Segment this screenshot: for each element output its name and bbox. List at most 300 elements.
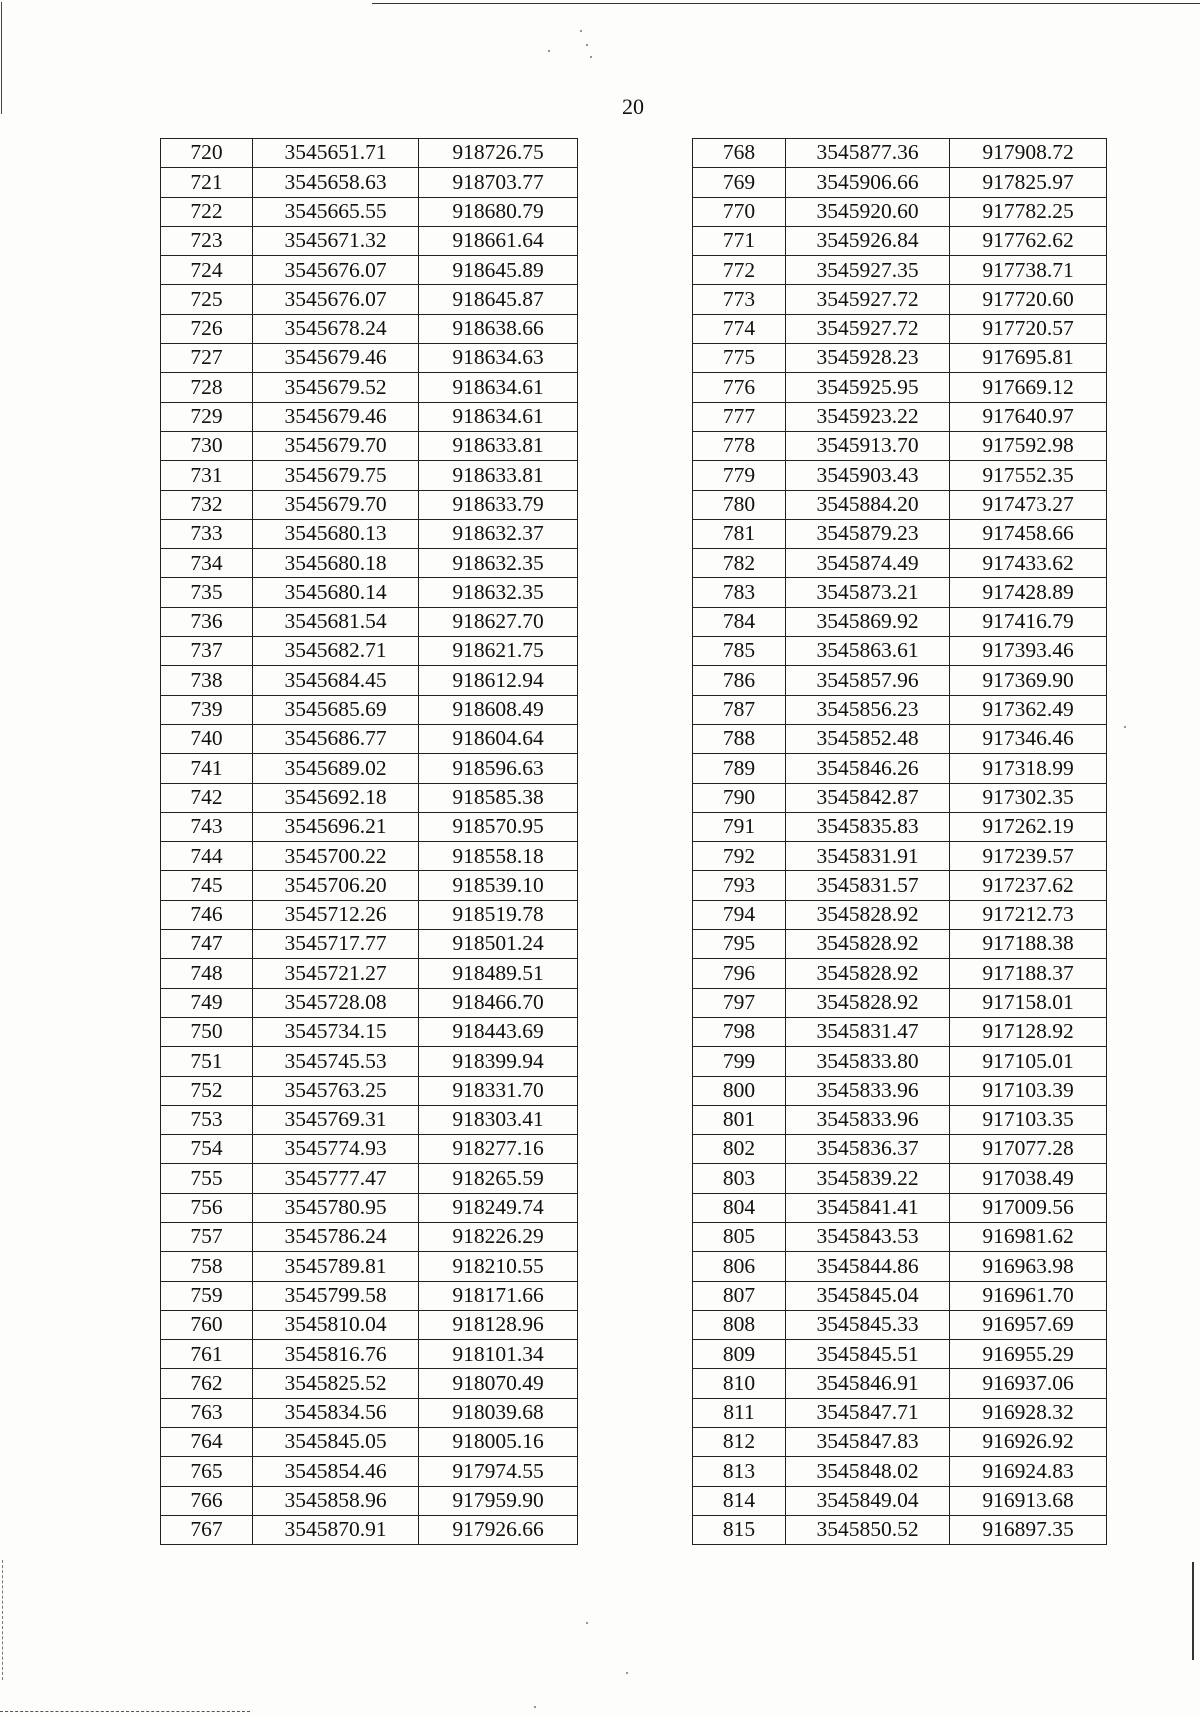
point-number-cell: 754 (161, 1135, 253, 1164)
y-coordinate-cell: 917433.62 (950, 549, 1107, 578)
scan-speck (548, 50, 550, 52)
x-coordinate-cell: 3545679.46 (253, 402, 419, 431)
y-coordinate-cell: 917428.89 (950, 578, 1107, 607)
y-coordinate-cell: 918501.24 (419, 930, 578, 959)
table-row (161, 754, 578, 783)
x-coordinate-cell: 3545828.92 (786, 900, 950, 929)
table-row (693, 1222, 1107, 1251)
table-row (693, 988, 1107, 1017)
y-coordinate-cell: 918604.64 (419, 724, 578, 753)
table-row (161, 197, 578, 226)
point-number-cell: 801 (693, 1105, 786, 1134)
table-row (693, 666, 1107, 695)
point-number-cell: 797 (693, 988, 786, 1017)
table-row (161, 1515, 578, 1544)
x-coordinate-cell: 3545854.46 (253, 1457, 419, 1486)
x-coordinate-cell: 3545879.23 (786, 519, 950, 548)
y-coordinate-cell: 917720.57 (950, 314, 1107, 343)
table-row (161, 344, 578, 373)
table-body (161, 139, 578, 1545)
table-row (161, 549, 578, 578)
table-row (161, 871, 578, 900)
y-coordinate-cell: 918443.69 (419, 1017, 578, 1046)
point-number-cell: 721 (161, 168, 253, 197)
x-coordinate-cell: 3545846.26 (786, 754, 950, 783)
y-coordinate-cell: 918596.63 (419, 754, 578, 783)
x-coordinate-cell: 3545828.92 (786, 930, 950, 959)
y-coordinate-cell: 916957.69 (950, 1310, 1107, 1339)
y-coordinate-cell: 918303.41 (419, 1105, 578, 1134)
table-row (161, 1252, 578, 1281)
x-coordinate-cell: 3545685.69 (253, 695, 419, 724)
x-coordinate-cell: 3545774.93 (253, 1135, 419, 1164)
x-coordinate-cell: 3545689.02 (253, 754, 419, 783)
y-coordinate-cell: 918634.61 (419, 373, 578, 402)
y-coordinate-cell: 917959.90 (419, 1486, 578, 1515)
x-coordinate-cell: 3545831.57 (786, 871, 950, 900)
table-row (161, 139, 578, 168)
y-coordinate-cell: 917077.28 (950, 1135, 1107, 1164)
table-row (161, 431, 578, 460)
table-row (693, 1135, 1107, 1164)
table-row (161, 256, 578, 285)
y-coordinate-cell: 918645.87 (419, 285, 578, 314)
scan-speck (580, 30, 582, 32)
point-number-cell: 747 (161, 930, 253, 959)
table-row (161, 1281, 578, 1310)
table-row (161, 1047, 578, 1076)
point-number-cell: 743 (161, 812, 253, 841)
scan-edge-left (1, 2, 2, 114)
y-coordinate-cell: 917640.97 (950, 402, 1107, 431)
point-number-cell: 760 (161, 1310, 253, 1339)
x-coordinate-cell: 3545845.33 (786, 1310, 950, 1339)
point-number-cell: 784 (693, 607, 786, 636)
x-coordinate-cell: 3545844.86 (786, 1252, 950, 1281)
table-row (693, 549, 1107, 578)
x-coordinate-cell: 3545717.77 (253, 930, 419, 959)
y-coordinate-cell: 918621.75 (419, 637, 578, 666)
x-coordinate-cell: 3545903.43 (786, 461, 950, 490)
point-number-cell: 815 (693, 1515, 786, 1544)
point-number-cell: 780 (693, 490, 786, 519)
y-coordinate-cell: 918277.16 (419, 1135, 578, 1164)
y-coordinate-cell: 917974.55 (419, 1457, 578, 1486)
point-number-cell: 755 (161, 1164, 253, 1193)
y-coordinate-cell: 918680.79 (419, 197, 578, 226)
point-number-cell: 804 (693, 1193, 786, 1222)
x-coordinate-cell: 3545763.25 (253, 1076, 419, 1105)
x-coordinate-cell: 3545828.92 (786, 988, 950, 1017)
x-coordinate-cell: 3545857.96 (786, 666, 950, 695)
point-number-cell: 733 (161, 519, 253, 548)
y-coordinate-cell: 917237.62 (950, 871, 1107, 900)
x-coordinate-cell: 3545825.52 (253, 1369, 419, 1398)
x-coordinate-cell: 3545679.70 (253, 431, 419, 460)
x-coordinate-cell: 3545769.31 (253, 1105, 419, 1134)
table-row (693, 1281, 1107, 1310)
y-coordinate-cell: 917302.35 (950, 783, 1107, 812)
point-number-cell: 762 (161, 1369, 253, 1398)
y-coordinate-cell: 917908.72 (950, 139, 1107, 168)
point-number-cell: 771 (693, 226, 786, 255)
table-row (693, 578, 1107, 607)
table-row (693, 754, 1107, 783)
y-coordinate-cell: 917188.37 (950, 959, 1107, 988)
y-coordinate-cell: 918645.89 (419, 256, 578, 285)
y-coordinate-cell: 918638.66 (419, 314, 578, 343)
point-number-cell: 813 (693, 1457, 786, 1486)
table-body (693, 139, 1107, 1545)
y-coordinate-cell: 918703.77 (419, 168, 578, 197)
point-number-cell: 765 (161, 1457, 253, 1486)
table-row (693, 695, 1107, 724)
table-row (161, 607, 578, 636)
point-number-cell: 723 (161, 226, 253, 255)
table-row (161, 1105, 578, 1134)
y-coordinate-cell: 916981.62 (950, 1222, 1107, 1251)
table-row (161, 285, 578, 314)
point-number-cell: 740 (161, 724, 253, 753)
x-coordinate-cell: 3545786.24 (253, 1222, 419, 1251)
x-coordinate-cell: 3545696.21 (253, 812, 419, 841)
table-row (161, 314, 578, 343)
y-coordinate-cell: 918570.95 (419, 812, 578, 841)
x-coordinate-cell: 3545835.83 (786, 812, 950, 841)
x-coordinate-cell: 3545925.95 (786, 373, 950, 402)
table-row (693, 900, 1107, 929)
point-number-cell: 786 (693, 666, 786, 695)
table-row (693, 256, 1107, 285)
point-number-cell: 748 (161, 959, 253, 988)
point-number-cell: 787 (693, 695, 786, 724)
y-coordinate-cell: 918633.81 (419, 461, 578, 490)
point-number-cell: 795 (693, 930, 786, 959)
table-row (693, 1457, 1107, 1486)
x-coordinate-cell: 3545852.48 (786, 724, 950, 753)
table-row (161, 1340, 578, 1369)
table-row (693, 724, 1107, 753)
x-coordinate-cell: 3545927.72 (786, 314, 950, 343)
y-coordinate-cell: 918331.70 (419, 1076, 578, 1105)
y-coordinate-cell: 918265.59 (419, 1164, 578, 1193)
table-row (693, 812, 1107, 841)
y-coordinate-cell: 917128.92 (950, 1017, 1107, 1046)
x-coordinate-cell: 3545676.07 (253, 285, 419, 314)
point-number-cell: 764 (161, 1428, 253, 1457)
x-coordinate-cell: 3545682.71 (253, 637, 419, 666)
point-number-cell: 753 (161, 1105, 253, 1134)
table-row (693, 930, 1107, 959)
point-number-cell: 727 (161, 344, 253, 373)
table-row (693, 607, 1107, 636)
table-row (693, 1340, 1107, 1369)
point-number-cell: 759 (161, 1281, 253, 1310)
scan-speck (626, 1672, 628, 1674)
x-coordinate-cell: 3545679.52 (253, 373, 419, 402)
y-coordinate-cell: 918608.49 (419, 695, 578, 724)
table-row (161, 1457, 578, 1486)
x-coordinate-cell: 3545858.96 (253, 1486, 419, 1515)
y-coordinate-cell: 916924.83 (950, 1457, 1107, 1486)
table-row (693, 373, 1107, 402)
table-row (693, 1047, 1107, 1076)
table-row (693, 431, 1107, 460)
point-number-cell: 731 (161, 461, 253, 490)
x-coordinate-cell: 3545846.91 (786, 1369, 950, 1398)
y-coordinate-cell: 917105.01 (950, 1047, 1107, 1076)
x-coordinate-cell: 3545816.76 (253, 1340, 419, 1369)
point-number-cell: 744 (161, 842, 253, 871)
y-coordinate-cell: 917009.56 (950, 1193, 1107, 1222)
point-number-cell: 736 (161, 607, 253, 636)
point-number-cell: 737 (161, 637, 253, 666)
table-row (693, 783, 1107, 812)
table-row (161, 900, 578, 929)
point-number-cell: 806 (693, 1252, 786, 1281)
x-coordinate-cell: 3545877.36 (786, 139, 950, 168)
point-number-cell: 775 (693, 344, 786, 373)
point-number-cell: 809 (693, 1340, 786, 1369)
point-number-cell: 788 (693, 724, 786, 753)
y-coordinate-cell: 917369.90 (950, 666, 1107, 695)
y-coordinate-cell: 918726.75 (419, 139, 578, 168)
coordinate-table-left (160, 138, 578, 1545)
table-row (161, 402, 578, 431)
y-coordinate-cell: 918070.49 (419, 1369, 578, 1398)
x-coordinate-cell: 3545845.05 (253, 1428, 419, 1457)
x-coordinate-cell: 3545671.32 (253, 226, 419, 255)
point-number-cell: 800 (693, 1076, 786, 1105)
table-row (161, 988, 578, 1017)
point-number-cell: 720 (161, 139, 253, 168)
table-row (693, 1193, 1107, 1222)
point-number-cell: 745 (161, 871, 253, 900)
x-coordinate-cell: 3545873.21 (786, 578, 950, 607)
y-coordinate-cell: 918633.79 (419, 490, 578, 519)
x-coordinate-cell: 3545700.22 (253, 842, 419, 871)
point-number-cell: 751 (161, 1047, 253, 1076)
point-number-cell: 756 (161, 1193, 253, 1222)
y-coordinate-cell: 918539.10 (419, 871, 578, 900)
x-coordinate-cell: 3545849.04 (786, 1486, 950, 1515)
y-coordinate-cell: 918632.35 (419, 578, 578, 607)
table-row (161, 842, 578, 871)
table-row (161, 461, 578, 490)
table-row (161, 637, 578, 666)
table-row (693, 842, 1107, 871)
x-coordinate-cell: 3545847.83 (786, 1428, 950, 1457)
table-row (161, 1310, 578, 1339)
x-coordinate-cell: 3545870.91 (253, 1515, 419, 1544)
y-coordinate-cell: 917782.25 (950, 197, 1107, 226)
point-number-cell: 757 (161, 1222, 253, 1251)
point-number-cell: 767 (161, 1515, 253, 1544)
x-coordinate-cell: 3545676.07 (253, 256, 419, 285)
point-number-cell: 770 (693, 197, 786, 226)
table-row (161, 1398, 578, 1427)
point-number-cell: 741 (161, 754, 253, 783)
point-number-cell: 738 (161, 666, 253, 695)
table-row (693, 402, 1107, 431)
point-number-cell: 739 (161, 695, 253, 724)
table-row (161, 1076, 578, 1105)
y-coordinate-cell: 918632.35 (419, 549, 578, 578)
x-coordinate-cell: 3545850.52 (786, 1515, 950, 1544)
x-coordinate-cell: 3545799.58 (253, 1281, 419, 1310)
point-number-cell: 811 (693, 1398, 786, 1427)
point-number-cell: 802 (693, 1135, 786, 1164)
point-number-cell: 779 (693, 461, 786, 490)
point-number-cell: 796 (693, 959, 786, 988)
table-row (161, 1017, 578, 1046)
scan-edge-left-lower (2, 1560, 3, 1680)
x-coordinate-cell: 3545928.23 (786, 344, 950, 373)
x-coordinate-cell: 3545831.91 (786, 842, 950, 871)
y-coordinate-cell: 918399.94 (419, 1047, 578, 1076)
table-row (161, 666, 578, 695)
point-number-cell: 799 (693, 1047, 786, 1076)
point-number-cell: 774 (693, 314, 786, 343)
table-row (693, 490, 1107, 519)
y-coordinate-cell: 918226.29 (419, 1222, 578, 1251)
y-coordinate-cell: 917262.19 (950, 812, 1107, 841)
table-row (693, 285, 1107, 314)
point-number-cell: 814 (693, 1486, 786, 1515)
y-coordinate-cell: 918039.68 (419, 1398, 578, 1427)
point-number-cell: 729 (161, 402, 253, 431)
point-number-cell: 750 (161, 1017, 253, 1046)
point-number-cell: 758 (161, 1252, 253, 1281)
y-coordinate-cell: 917762.62 (950, 226, 1107, 255)
point-number-cell: 781 (693, 519, 786, 548)
point-number-cell: 805 (693, 1222, 786, 1251)
table-row (161, 930, 578, 959)
point-number-cell: 742 (161, 783, 253, 812)
y-coordinate-cell: 918005.16 (419, 1428, 578, 1457)
table-row (693, 1515, 1107, 1544)
y-coordinate-cell: 916937.06 (950, 1369, 1107, 1398)
table-row (693, 314, 1107, 343)
table-row (693, 168, 1107, 197)
table-row (161, 1369, 578, 1398)
x-coordinate-cell: 3545847.71 (786, 1398, 950, 1427)
table-row (693, 1252, 1107, 1281)
table-row (693, 139, 1107, 168)
y-coordinate-cell: 918633.81 (419, 431, 578, 460)
table-row (161, 783, 578, 812)
point-number-cell: 749 (161, 988, 253, 1017)
point-number-cell: 734 (161, 549, 253, 578)
x-coordinate-cell: 3545680.18 (253, 549, 419, 578)
x-coordinate-cell: 3545810.04 (253, 1310, 419, 1339)
y-coordinate-cell: 917669.12 (950, 373, 1107, 402)
point-number-cell: 807 (693, 1281, 786, 1310)
y-coordinate-cell: 918128.96 (419, 1310, 578, 1339)
x-coordinate-cell: 3545869.92 (786, 607, 950, 636)
y-coordinate-cell: 916963.98 (950, 1252, 1107, 1281)
y-coordinate-cell: 918558.18 (419, 842, 578, 871)
point-number-cell: 776 (693, 373, 786, 402)
table-row (693, 871, 1107, 900)
table-row (693, 637, 1107, 666)
table-row (693, 1076, 1107, 1105)
x-coordinate-cell: 3545856.23 (786, 695, 950, 724)
point-number-cell: 726 (161, 314, 253, 343)
y-coordinate-cell: 918489.51 (419, 959, 578, 988)
scan-edge-top (372, 3, 1200, 4)
x-coordinate-cell: 3545679.46 (253, 344, 419, 373)
scan-edge-bottom (0, 1711, 250, 1712)
table-row (161, 812, 578, 841)
x-coordinate-cell: 3545777.47 (253, 1164, 419, 1193)
table-row (693, 1310, 1107, 1339)
table-row (161, 226, 578, 255)
table-row (161, 1428, 578, 1457)
coordinate-table-right (692, 138, 1107, 1545)
scan-edge-right (1192, 1562, 1194, 1660)
y-coordinate-cell: 918101.34 (419, 1340, 578, 1369)
x-coordinate-cell: 3545845.04 (786, 1281, 950, 1310)
x-coordinate-cell: 3545841.41 (786, 1193, 950, 1222)
y-coordinate-cell: 917738.71 (950, 256, 1107, 285)
y-coordinate-cell: 917552.35 (950, 461, 1107, 490)
x-coordinate-cell: 3545679.75 (253, 461, 419, 490)
point-number-cell: 761 (161, 1340, 253, 1369)
table-row (161, 1222, 578, 1251)
y-coordinate-cell: 917103.39 (950, 1076, 1107, 1105)
x-coordinate-cell: 3545906.66 (786, 168, 950, 197)
x-coordinate-cell: 3545828.92 (786, 959, 950, 988)
point-number-cell: 798 (693, 1017, 786, 1046)
x-coordinate-cell: 3545680.13 (253, 519, 419, 548)
y-coordinate-cell: 917458.66 (950, 519, 1107, 548)
y-coordinate-cell: 918210.55 (419, 1252, 578, 1281)
table-row (161, 695, 578, 724)
point-number-cell: 812 (693, 1428, 786, 1457)
point-number-cell: 728 (161, 373, 253, 402)
y-coordinate-cell: 917393.46 (950, 637, 1107, 666)
point-number-cell: 783 (693, 578, 786, 607)
table-row (161, 1164, 578, 1193)
y-coordinate-cell: 918249.74 (419, 1193, 578, 1222)
y-coordinate-cell: 917473.27 (950, 490, 1107, 519)
x-coordinate-cell: 3545745.53 (253, 1047, 419, 1076)
x-coordinate-cell: 3545842.87 (786, 783, 950, 812)
y-coordinate-cell: 917188.38 (950, 930, 1107, 959)
point-number-cell: 735 (161, 578, 253, 607)
x-coordinate-cell: 3545686.77 (253, 724, 419, 753)
y-coordinate-cell: 917103.35 (950, 1105, 1107, 1134)
x-coordinate-cell: 3545848.02 (786, 1457, 950, 1486)
y-coordinate-cell: 917318.99 (950, 754, 1107, 783)
y-coordinate-cell: 916961.70 (950, 1281, 1107, 1310)
table-row (161, 519, 578, 548)
table-row (161, 1135, 578, 1164)
x-coordinate-cell: 3545913.70 (786, 431, 950, 460)
scan-speck (534, 1706, 536, 1708)
y-coordinate-cell: 916955.29 (950, 1340, 1107, 1369)
point-number-cell: 769 (693, 168, 786, 197)
y-coordinate-cell: 917592.98 (950, 431, 1107, 460)
table-row (693, 1164, 1107, 1193)
table-row (161, 373, 578, 402)
point-number-cell: 808 (693, 1310, 786, 1339)
x-coordinate-cell: 3545680.14 (253, 578, 419, 607)
table-row (161, 724, 578, 753)
table-row (693, 1486, 1107, 1515)
x-coordinate-cell: 3545926.84 (786, 226, 950, 255)
